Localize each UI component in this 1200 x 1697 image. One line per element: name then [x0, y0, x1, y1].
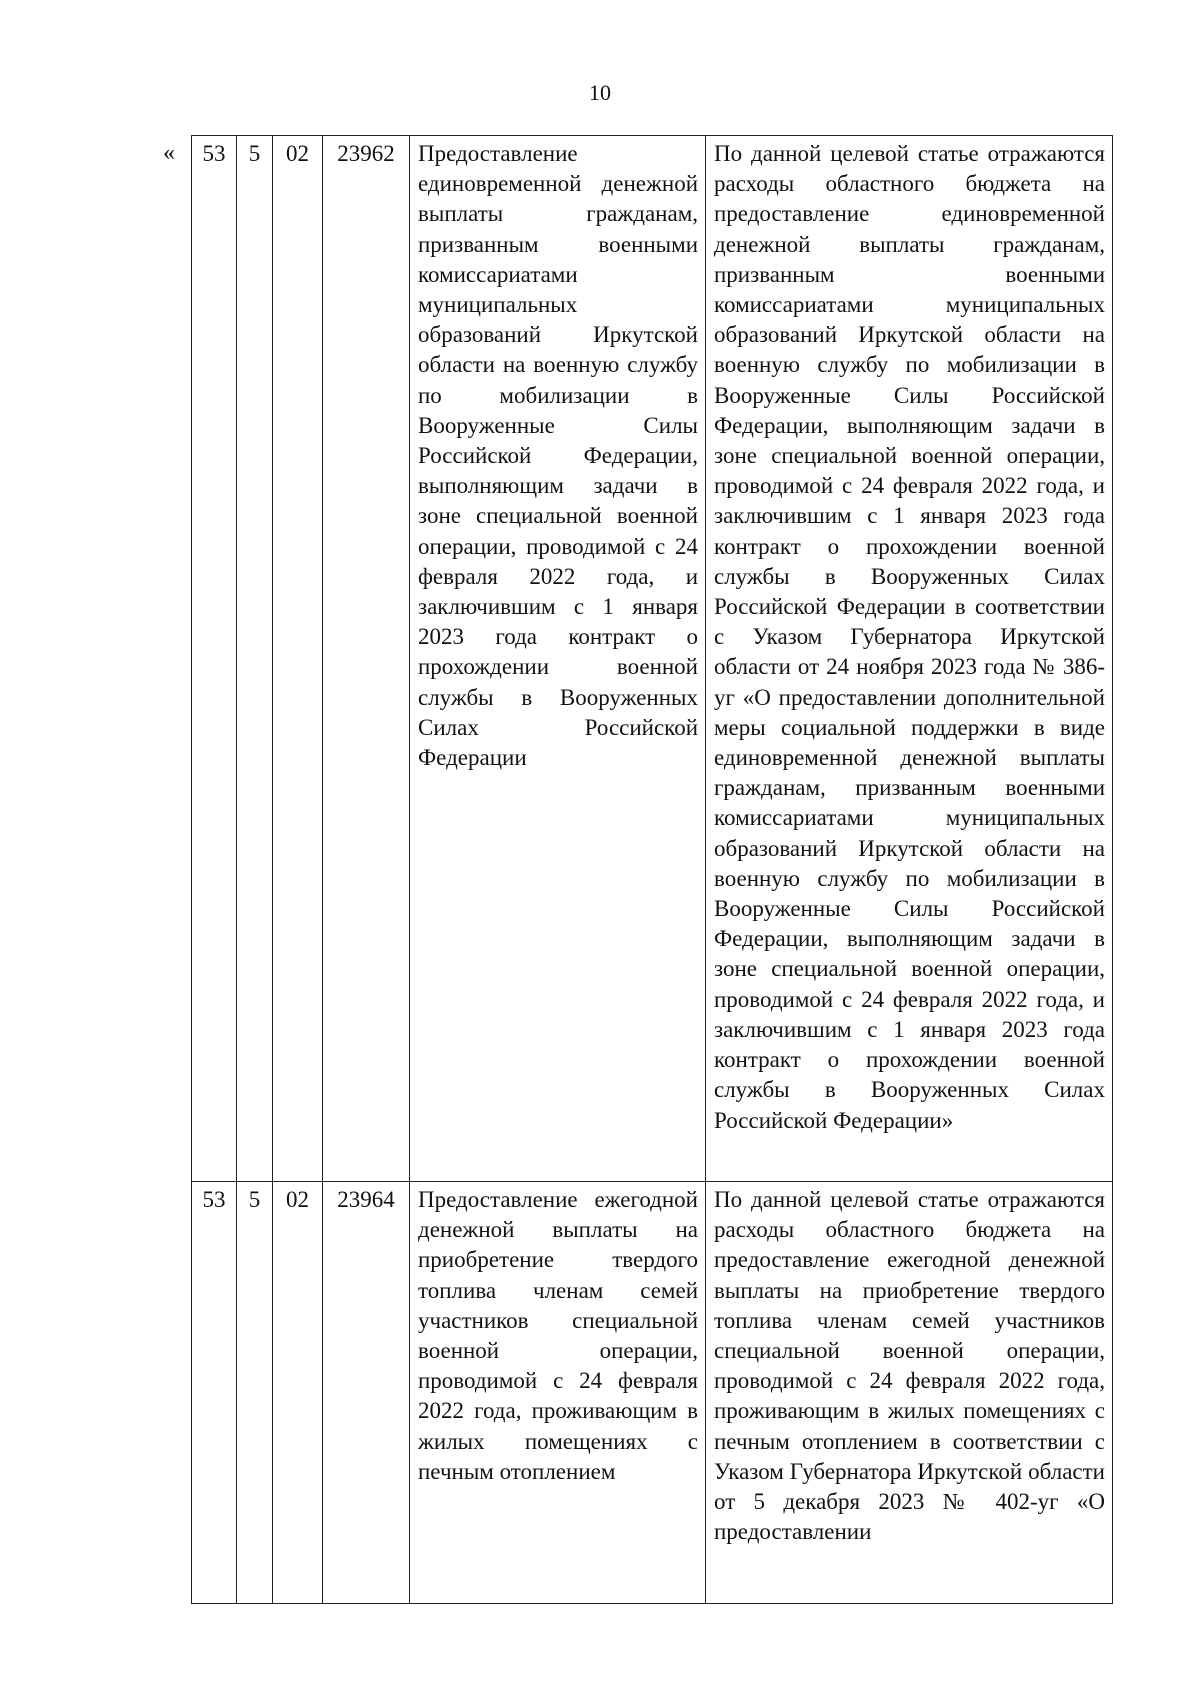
opening-quote-mark: «: [163, 140, 175, 166]
code-measure-cell: 02: [273, 1182, 323, 1604]
code-subprogram-cell: 5: [237, 136, 273, 1182]
code-direction-cell: 23962: [323, 136, 410, 1182]
code-program-cell: 53: [192, 136, 237, 1182]
item-description-cell: По данной целевой статье отражаются расходы областного бюджета на предоставление ежегодной денежной выплаты на приобретение твердого топлива членам семей участников специальной военной операции, проводимой с 24 февраля 2022 года, проживающим в жилых помещениях с печным отоплением в соответствии с Указом Губернатора Иркутской области от 5 декабря 2023 № 402-уг «О предоставлении: [706, 1182, 1113, 1604]
item-name-cell: Предоставление ежегодной денежной выплаты на приобретение твердого топлива членам семей участников специальной военной операции, проводимой с 24 февраля 2022 года, проживающим в жилых помещениях с печным отоплением: [410, 1182, 706, 1604]
table-row: [192, 136, 1113, 1182]
item-name-cell: Предоставление единовременной денежной выплаты гражданам, призванным военными комиссариатами муниципальных образований Иркутской области на военную службу по мобилизации в Вооруженные Силы Российской Федерации, выполняющим задачи в зоне специальной военной операции, проводимой с 24 февраля 2022 года, и заключившим с 1 января 2023 года контракт о прохождении военной службы в Вооруженных Силах Российской Федерации: [410, 136, 706, 1182]
item-description-cell: По данной целевой статье отражаются расходы областного бюджета на предоставление единовременной денежной выплаты гражданам, призванным военными комиссариатами муниципальных образований Иркутской области на военную службу по мобилизации в Вооруженные Силы Российской Федерации, выполняющим задачи в зоне специальной военной операции, проводимой с 24 февраля 2022 года, и заключившим с 1 января 2023 года контракт о прохождении военной службы в Вооруженных Силах Российской Федерации в соответствии с Указом Губернатора Иркутской области от 24 ноября 2023 года № 386-уг «О предоставлении дополнительной меры социальной поддержки в виде единовременной денежной выплаты гражданам, призванным военными комиссариатами муниципальных образований Иркутской области на военную службу по мобилизации в Вооруженные Силы Российской Федерации, выполняющим задачи в зоне специальной военной операции, проводимой с 24 февраля 2022 года, и заключившим с 1 января 2023 года контракт о прохождении военной службы в Вооруженных Силах Российской Федерации»: [706, 136, 1113, 1182]
code-direction-cell: 23964: [323, 1182, 410, 1604]
budget-classification-table: [191, 135, 1113, 1604]
code-subprogram-cell: 5: [237, 1182, 273, 1604]
code-program-cell: 53: [192, 1182, 237, 1604]
table-row: [192, 1182, 1113, 1604]
code-measure-cell: 02: [273, 136, 323, 1182]
page-number: 10: [589, 80, 611, 105]
